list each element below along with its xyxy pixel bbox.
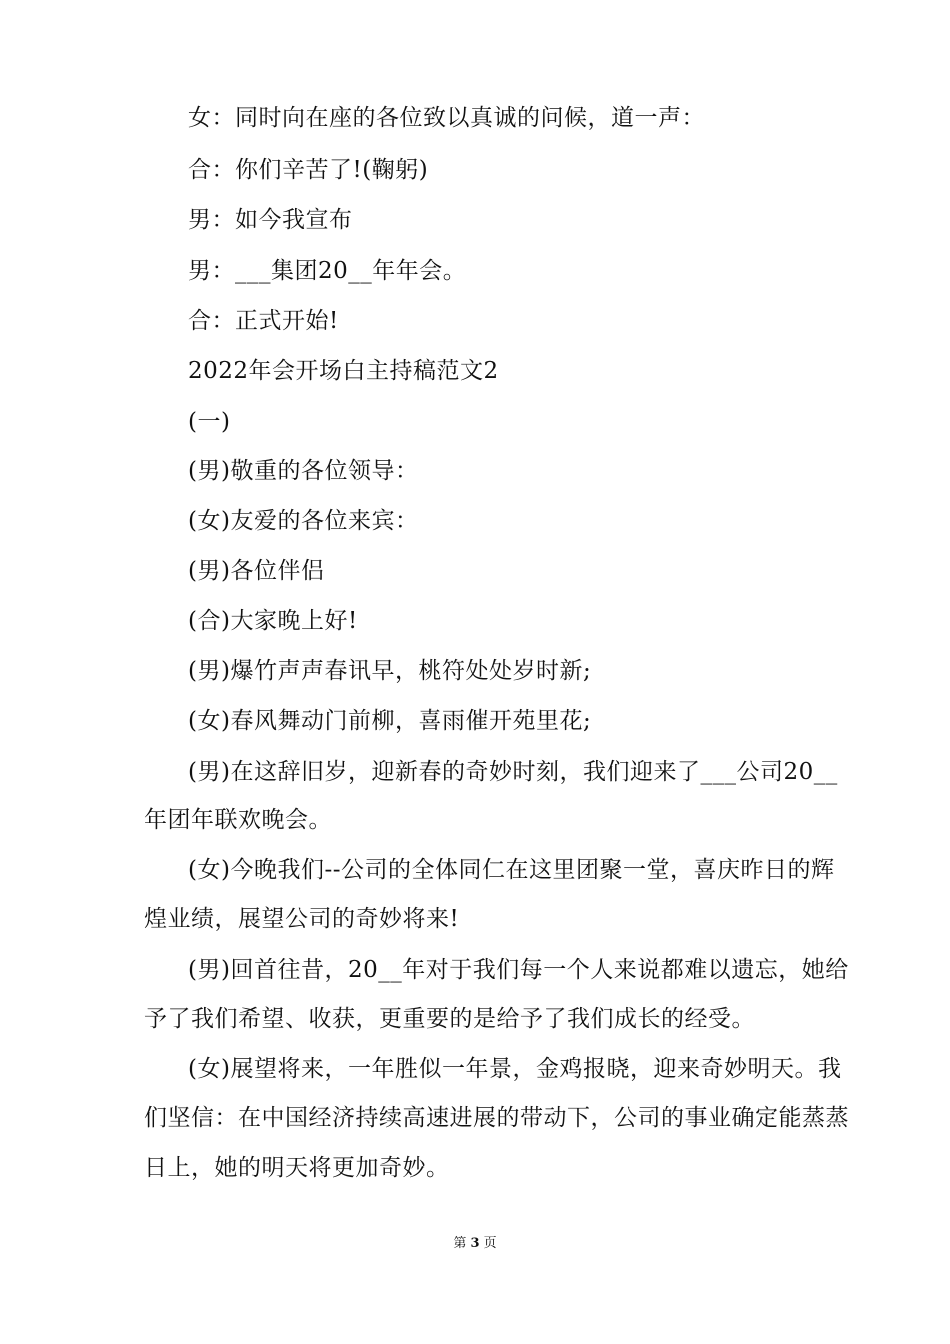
text-line: (女)今晚我们--公司的全体同仁在这里团聚一堂，喜庆昨日的辉 — [188, 857, 835, 883]
text-line: (女)展望将来，一年胜似一年景，金鸡报晓，迎来奇妙明天。我 — [188, 1056, 842, 1082]
text-line: 煌业绩，展望公司的奇妙将来! — [144, 906, 460, 932]
text-line: (男)在这辞旧岁，迎新春的奇妙时刻，我们迎来了___公司20__ — [188, 759, 838, 785]
text-line: 女：同时向在座的各位致以真诚的问候，道一声： — [188, 105, 705, 131]
text-line: 男：___集团20__年年会。 — [188, 258, 467, 284]
page-number: 3 — [470, 1236, 480, 1251]
text-line: (女)友爱的各位来宾： — [188, 508, 419, 534]
footer-prefix: 第 — [453, 1236, 467, 1251]
text-line: (女)春风舞动门前柳，喜雨催开苑里花; — [188, 708, 592, 734]
text-line: 年团年联欢晚会。 — [144, 807, 332, 833]
text-line: 合：正式开始! — [188, 308, 339, 334]
text-line: 们坚信：在中国经济持续高速进展的带动下，公司的事业确定能蒸蒸 — [144, 1105, 849, 1131]
text-line: (男)敬重的各位领导： — [188, 458, 419, 484]
text-line: 日上，她的明天将更加奇妙。 — [144, 1155, 450, 1181]
text-line: (一) — [188, 409, 231, 435]
text-line: (合)大家晚上好! — [188, 608, 358, 634]
text-line: (男)爆竹声声春讯早，桃符处处岁时新; — [188, 658, 592, 684]
page-footer — [0, 1235, 950, 1253]
text-line: 予了我们希望、收获，更重要的是给予了我们成长的经受。 — [144, 1006, 755, 1032]
footer-suffix: 页 — [483, 1236, 497, 1251]
text-line: 男：如今我宣布 — [188, 207, 353, 233]
text-line: 合：你们辛苦了!(鞠躬) — [188, 157, 429, 183]
text-line: (男)各位伴侣 — [188, 558, 325, 584]
section-heading: 2022年会开场白主持稿范文2 — [188, 358, 499, 384]
text-line: (男)回首往昔，20__年对于我们每一个人来说都难以遗忘，她给 — [188, 957, 849, 983]
